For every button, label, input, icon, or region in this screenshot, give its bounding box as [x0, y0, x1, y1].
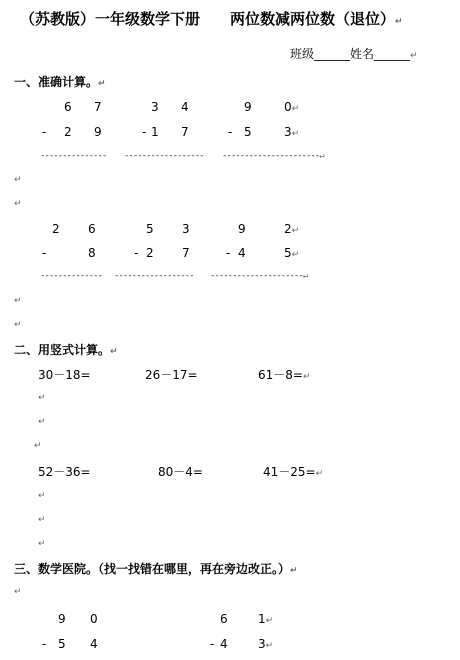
section-2-heading: 二、用竖式计算。↵: [14, 343, 118, 357]
hospital-2-top: 1↵: [258, 612, 274, 626]
paragraph-mark: ↵: [38, 393, 46, 403]
problem-4-top: 6: [88, 222, 96, 236]
problem-5-minus: -: [134, 246, 139, 260]
problem-1-bottom: 9: [94, 125, 102, 139]
problem-3-minus: -: [228, 125, 233, 139]
problem-1-line: ---------------: [40, 151, 107, 161]
class-name-line: 班级______姓名______↵: [290, 47, 418, 61]
hospital-2-bottom: 3↵: [258, 637, 274, 651]
paragraph-mark: ↵: [265, 616, 274, 626]
calc-item: 61－8=↵: [258, 368, 311, 382]
problem-5-bottom: 2: [146, 246, 154, 260]
problem-1-top: 7: [94, 100, 102, 114]
problem-3-top: 9: [244, 100, 252, 114]
calc-item: 41－25=↵: [263, 465, 324, 479]
problem-5-top: 5: [146, 222, 154, 236]
paragraph-mark: ↵: [315, 469, 324, 479]
paragraph-mark: ↵: [14, 175, 22, 185]
problem-6-bottom: 5↵: [284, 246, 300, 260]
section-1-heading: 一、准确计算。↵: [14, 75, 106, 89]
calc-item: 80－4=: [158, 465, 203, 479]
calc-item: 30－18=: [38, 368, 91, 382]
paragraph-mark: ↵: [98, 79, 106, 89]
paragraph-mark: ↵: [14, 296, 22, 306]
hospital-1-top: 0: [90, 612, 98, 626]
hospital-1-top: 9: [58, 612, 66, 626]
problem-3-top: 0↵: [284, 100, 300, 114]
hospital-1-bottom: 5: [58, 637, 66, 651]
hospital-2-bottom: 4: [220, 637, 228, 651]
paragraph-mark: ↵: [38, 515, 46, 525]
problem-1-bottom: 2: [64, 125, 72, 139]
hospital-1-minus: -: [42, 637, 47, 651]
problem-1-minus: -: [42, 125, 47, 139]
paragraph-mark: ↵: [38, 417, 46, 427]
problem-3-bottom: 3↵: [284, 125, 300, 139]
section-3-heading: 三、数学医院。（找一找错在哪里，再在旁边改正。）↵: [14, 562, 298, 576]
problem-6-bottom: 4: [238, 246, 246, 260]
problem-6-minus: -: [226, 246, 231, 260]
problem-4-bottom: 8: [88, 246, 96, 260]
paragraph-mark: ↵: [319, 151, 324, 161]
paragraph-mark: ↵: [265, 641, 274, 651]
paragraph-mark: ↵: [291, 129, 300, 139]
problem-4-minus: -: [42, 246, 47, 260]
paragraph-mark: ↵: [110, 347, 118, 357]
paragraph-mark: ↵: [302, 372, 311, 382]
hospital-2-minus: -: [210, 637, 215, 651]
paragraph-mark: ↵: [291, 104, 300, 114]
problem-4-top: 2: [52, 222, 60, 236]
problem-2-minus: -: [142, 125, 147, 139]
paragraph-mark: ↵: [14, 320, 22, 330]
problem-5-top: 3: [182, 222, 190, 236]
problem-3-line: ----------------------↵: [222, 151, 324, 161]
problem-6-top: 2↵: [284, 222, 300, 236]
hospital-2-top: 6: [220, 612, 228, 626]
paragraph-mark: ↵: [291, 226, 300, 236]
paragraph-mark: ↵: [14, 199, 22, 209]
paragraph-mark: ↵: [290, 566, 298, 576]
paragraph-mark: ↵: [395, 17, 403, 27]
problem-2-bottom: 1: [151, 125, 159, 139]
paragraph-mark: ↵: [38, 539, 46, 549]
page-title: （苏教版）一年级数学下册 两位数减两位数（退位）↵: [20, 10, 403, 28]
calc-item: 52－36=: [38, 465, 91, 479]
paragraph-mark: ↵: [410, 51, 418, 61]
problem-5-line: ------------------: [114, 271, 194, 281]
problem-2-top: 3: [151, 100, 159, 114]
problem-5-bottom: 7: [182, 246, 190, 260]
paragraph-mark: ↵: [291, 250, 300, 260]
problem-6-line: ---------------------↵: [210, 271, 308, 281]
problem-4-line: --------------: [40, 271, 102, 281]
paragraph-mark: ↵: [14, 587, 22, 597]
paragraph-mark: ↵: [302, 271, 308, 281]
paragraph-mark: ↵: [34, 441, 42, 451]
problem-3-bottom: 5: [244, 125, 252, 139]
problem-6-top: 9: [238, 222, 246, 236]
paragraph-mark: ↵: [38, 491, 46, 501]
problem-2-top: 4: [181, 100, 189, 114]
calc-item: 26－17=: [145, 368, 198, 382]
problem-1-top: 6: [64, 100, 72, 114]
problem-2-bottom: 7: [181, 125, 189, 139]
hospital-1-bottom: 4: [90, 637, 98, 651]
problem-2-line: ------------------: [124, 151, 204, 161]
